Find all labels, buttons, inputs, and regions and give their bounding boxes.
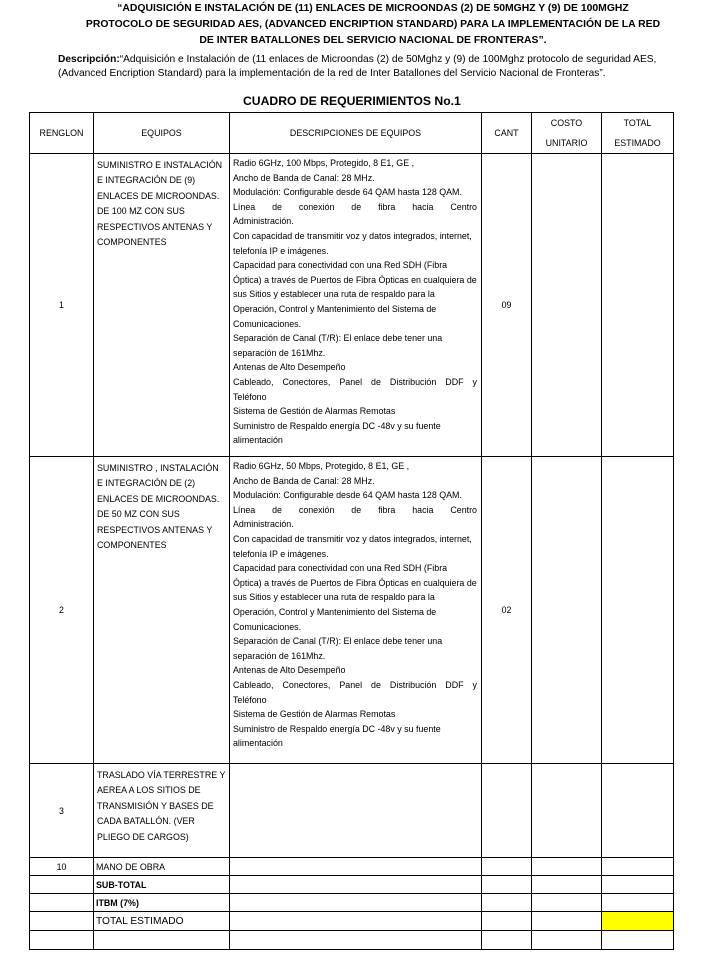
table-header-row (30, 113, 674, 154)
row-2-renglon: 2 (30, 457, 94, 764)
empty-cell (30, 931, 94, 950)
empty-cell (482, 858, 532, 876)
spec-line: Suministro de Respaldo energía DC -48v y su fuente alimentación (233, 723, 441, 749)
empty-cell (532, 876, 602, 894)
spec-line: Capacidad para conectividad con una Red SDH (Fibra Óptica) a través de Puertos de Fibra Ópticas en cualquiera de sus Sitios y establecer una ruta de respaldo para la Operación, Control y Mantenimiento del Sistema de Comunicaciones. (233, 260, 477, 329)
spec-line: Modulación: Configurable desde 64 QAM hasta 128 QAM. (233, 490, 462, 501)
empty-cell (602, 931, 674, 950)
table-title: CUADRO DE REQUERIMIENTOS No.1 (243, 94, 461, 108)
subtotal-row (30, 876, 674, 894)
header-line-1: “ADQUISICIÓN E INSTALACIÓN DE (11) ENLACES DE MICROONDAS (2) DE 50MGHZ Y (9) DE 100MGHZ (117, 3, 629, 14)
spec-line: Separación de Canal (T/R): El enlace debe tener una separación de 161Mhz. (233, 333, 443, 358)
empty-cell (230, 876, 482, 894)
description-label: Descripción: (58, 54, 120, 65)
spec-line: Separación de Canal (T/R): El enlace debe tener una separación de 161Mhz. (233, 636, 443, 661)
empty-cell (482, 931, 532, 950)
row-1-equipo: SUMINISTRO E INSTALACIÓN E INTEGRACIÓN DE (9) ENLACES DE MICROONDAS. DE 100 MZ CON SUS RESPECTIVOS ANTENAS Y COMPONENTES (94, 154, 230, 457)
row-3-specs (230, 764, 482, 858)
spec-line: Teléfono (233, 391, 267, 402)
spec-line: Suministro de Respaldo energía DC -48v y su fuente alimentación (233, 420, 441, 446)
empty-cell (482, 912, 532, 931)
spec-line: Sistema de Gestión de Alarmas Remotas (233, 709, 396, 720)
description-text: “Adquisición e Instalación de (11 enlaces de Microondas (2) de 50Mghz y (9) de 100Mghz protocolo de seguridad AES, (Advanced Encription Standard) para la implementación de la red de Inter Batallones del Servicio Nacional de Fronteras”. (58, 54, 657, 79)
empty-cell (482, 894, 532, 912)
row-2-equipo: SUMINISTRO , INSTALACIÓN E INTEGRACIÓN DE (2) ENLACES DE MICROONDAS. DE 50 MZ CON SUS RESPECTIVOS ANTENAS Y COMPONENTES (94, 457, 230, 764)
col-header-costo: COSTO UNITARIO (532, 113, 602, 154)
spec-line: Línea de conexión de fibra hacia Centro (233, 504, 477, 515)
row-3-equipo: TRASLADO VÍA TERRESTRE Y AEREA A LOS SITIOS DE TRANSMISIÓN Y BASES DE CADA BATALLÓN. (VER PLIEGO DE CARGOS) (94, 764, 230, 858)
empty-row (30, 931, 674, 950)
empty-cell (230, 931, 482, 950)
spec-line: Administración. (233, 519, 294, 530)
spec-line: Ancho de Banda de Canal: 28 MHz. (233, 475, 375, 486)
spec-line: Capacidad para conectividad con una Red SDH (Fibra Óptica) a través de Puertos de Fibra Ópticas en cualquiera de sus Sitios y establecer una ruta de respaldo para la Operación, Control y Mantenimiento del Sistema de Comunicaciones. (233, 563, 477, 632)
row-1-renglon: 1 (30, 154, 94, 457)
total-label: TOTAL ESTIMADO (94, 912, 230, 931)
spec-line: Administración. (233, 216, 294, 227)
row-2-specs (230, 457, 482, 764)
row-1-total (602, 154, 674, 457)
row-3-total (602, 764, 674, 858)
header-line-2: PROTOCOLO DE SEGURIDAD AES, (ADVANCED ENCRIPTION STANDARD) PARA LA IMPLEMENTACIÓN DE LA RED (85, 19, 661, 30)
requirements-table (29, 112, 674, 950)
spec-line: Cableado, Conectores, Panel de Distribución DDF y (233, 679, 477, 690)
row-3-costo (532, 764, 602, 858)
spec-line: Línea de conexión de fibra hacia Centro (233, 201, 477, 212)
empty-cell (602, 876, 674, 894)
col-header-total: TOTAL ESTIMADO (602, 113, 674, 154)
subtotal-label: SUB-TOTAL (94, 876, 230, 894)
itbm-label: ITBM (7%) (94, 894, 230, 912)
col-header-renglon: RENGLON (30, 113, 94, 154)
empty-cell (30, 912, 94, 931)
col-header-equipos: EQUIPOS (94, 113, 230, 154)
spec-line: Modulación: Configurable desde 64 QAM hasta 128 QAM. (233, 187, 462, 198)
row-3-cant (482, 764, 532, 858)
empty-cell (30, 876, 94, 894)
spec-line: Radio 6GHz, 100 Mbps, Protegido, 8 E1, GE , (233, 158, 415, 168)
table-row (30, 457, 674, 764)
spec-line: Cableado, Conectores, Panel de Distribución DDF y (233, 376, 477, 387)
row-1-costo (532, 154, 602, 457)
spec-line: Sistema de Gestión de Alarmas Remotas (233, 406, 396, 417)
itbm-row (30, 894, 674, 912)
empty-cell (230, 912, 482, 931)
row-2-total (602, 457, 674, 764)
row-1-specs (230, 154, 482, 457)
total-row (30, 912, 674, 931)
total-value-cell (602, 912, 674, 931)
table-row (30, 858, 674, 876)
spec-line: Radio 6GHz, 50 Mbps, Protegido, 8 E1, GE , (233, 461, 410, 471)
description (58, 53, 683, 81)
spec-line: Antenas de Alto Desempeño (233, 362, 346, 373)
empty-cell (94, 931, 230, 950)
empty-cell (482, 876, 532, 894)
col-header-cant: CANT (482, 113, 532, 154)
empty-cell (230, 858, 482, 876)
spec-line: Teléfono (233, 694, 267, 705)
row-3-renglon: 3 (30, 764, 94, 858)
empty-cell (532, 931, 602, 950)
table-row (30, 764, 674, 858)
header-line-3: DE INTER BATALLONES DEL SERVICIO NACIONAL DE FRONTERAS”. (199, 35, 547, 46)
empty-cell (532, 858, 602, 876)
empty-cell (602, 894, 674, 912)
empty-cell (30, 894, 94, 912)
empty-cell (532, 912, 602, 931)
spec-line: Antenas de Alto Desempeño (233, 665, 346, 676)
spec-line: Ancho de Banda de Canal: 28 MHz. (233, 172, 375, 183)
spec-line: Con capacidad de transmitir voz y datos integrados, internet, telefonía IP e imágenes. (233, 230, 472, 256)
table-row (30, 154, 674, 457)
labor-label: MANO DE OBRA (94, 858, 230, 876)
document-header (58, 1, 688, 49)
col-header-descripciones: DESCRIPCIONES DE EQUIPOS (230, 113, 482, 154)
empty-cell (230, 894, 482, 912)
row-2-cant: 02 (482, 457, 532, 764)
labor-renglon: 10 (30, 858, 94, 876)
spec-line: Con capacidad de transmitir voz y datos integrados, internet, telefonía IP e imágenes. (233, 533, 472, 559)
row-1-cant: 09 (482, 154, 532, 457)
empty-cell (532, 894, 602, 912)
empty-cell (602, 858, 674, 876)
row-2-costo (532, 457, 602, 764)
